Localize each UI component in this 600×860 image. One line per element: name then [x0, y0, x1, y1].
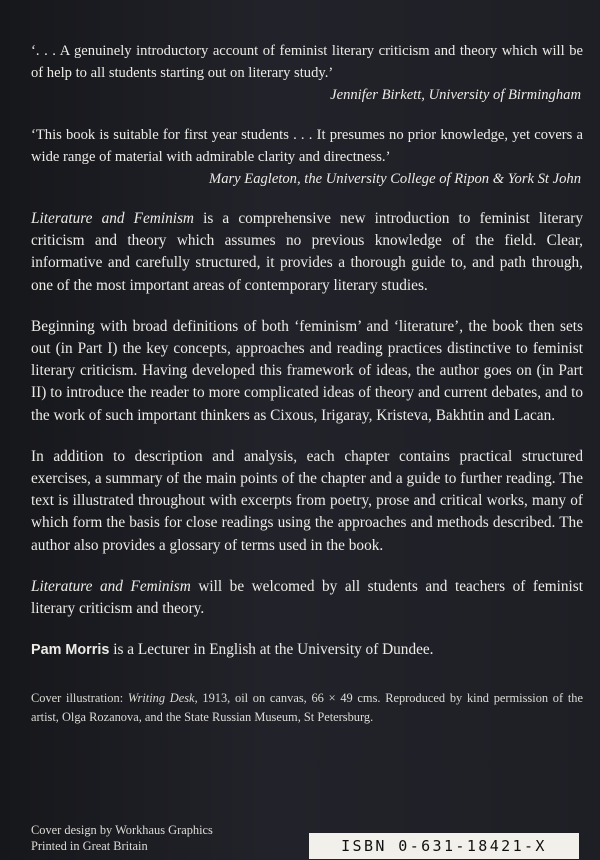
author-bio [31, 639, 583, 661]
review-quote-2 [31, 124, 583, 190]
cover-design-credit: Cover design by Workhaus Graphics [31, 823, 213, 837]
description-paragraph-2: Beginning with broad definitions of both ‘feminism’ and ‘literature’, the book then sets out (in Part I) the key concepts, approaches and reading practices distinctive to feminist literary criticism. Having developed this framework of ideas, the author goes on (in Part II) to introduce the reader to more complicated ideas of theory and current debates, and to the work of such important thinkers as Cixous, Irigaray, Kristeva, Bakhtin and Lacan. [31, 317, 583, 424]
review-quote-1 [31, 40, 583, 106]
quote-attribution: Mary Eagleton, the University College of Ripon & York St John [209, 171, 581, 187]
credit-prefix: Cover illustration: [31, 691, 128, 706]
cover-illustration-credit [31, 689, 583, 726]
quote-attribution: Jennifer Birkett, University of Birmingham [330, 87, 581, 103]
artwork-title: Writing Desk [127, 691, 195, 706]
description-paragraph-4 [31, 576, 583, 620]
paragraph-text: is a comprehensive new introduction to feminist literary criticism and theory which assumes no previous knowledge of the field. Clear, informative and carefully structured, it provides a thorough guide to, and path through, one of the most important areas of contemporary literary studies. [31, 210, 583, 294]
author-name: Pam Morris [31, 642, 110, 659]
book-title: Literature and Feminism [31, 210, 194, 227]
quote-text: ‘This book is suitable for first year students . . . It presumes no prior knowledge, yet covers a wide range of material with admirable clarity and directness.’ [31, 127, 583, 165]
credit-details: , 1913, oil on canvas, 66 × 49 cms. Reproduced by kind permission of the artist, Olga Rozanova, and the State Russian Museum, St Petersburg. [31, 691, 584, 724]
author-bio-text: is a Lecturer in English at the University of Dundee. [109, 641, 434, 659]
paragraph-text: will be welcomed by all students and teachers of feminist literary criticism and theory. [31, 577, 583, 618]
quote-text: ‘. . . A genuinely introductory account of feminist literary criticism and theory which will be of help to all students starting out on literary study.’ [31, 43, 583, 81]
production-credits [31, 822, 213, 854]
printed-in: Printed in Great Britain [31, 839, 148, 853]
isbn-label: ISBN 0-631-18421-X [309, 833, 579, 859]
description-paragraph-1 [31, 208, 583, 297]
cover-text [31, 40, 583, 726]
book-title: Literature and Feminism [31, 577, 191, 595]
description-paragraph-3: In addition to description and analysis, each chapter contains practical structured exercises, a summary of the main points of the chapter and a guide to further reading. The text is illustrated throughout with excerpts from poetry, prose and critical works, many of which form the basis for close readings using the approaches and methods described. The author also provides a glossary of terms used in the book. [31, 447, 583, 554]
